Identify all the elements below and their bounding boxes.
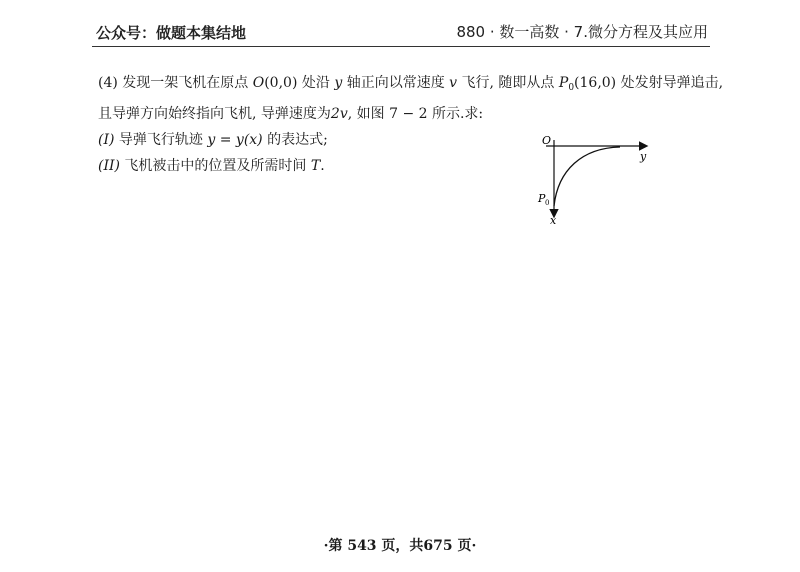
header-chapter: 880 · 数一高数 · 7.微分方程及其应用 — [456, 23, 708, 41]
missile-trajectory-curve — [554, 147, 620, 206]
text-segment: 飞行, 随即从点 — [457, 75, 559, 91]
header-source: 公众号：做题本集结地 — [96, 24, 247, 42]
label-y-axis: y — [640, 150, 647, 163]
label-x-axis: x — [550, 214, 557, 226]
text-segment: 导弹飞行轨迹 — [114, 132, 208, 148]
pursuit-diagram — [532, 130, 662, 226]
page-header — [92, 20, 710, 47]
math-v: v — [449, 75, 458, 91]
question-number: (II) — [98, 158, 120, 174]
math-T: T — [310, 158, 321, 174]
problem-line-2 — [98, 101, 703, 127]
math-p-sub: 0 — [568, 83, 575, 93]
math-p-coords: (16,0) — [574, 75, 617, 91]
label-p0-sub: 0 — [545, 199, 550, 207]
text-segment: 飞机被击中的位置及所需时间 — [119, 158, 311, 174]
text-segment: (4) 发现一架飞机在原点 — [98, 75, 253, 91]
math-speed: 2v — [330, 106, 348, 122]
label-p0: P — [538, 192, 546, 205]
text-segment: 处发射导弹追击, — [616, 75, 724, 91]
math-equation: y = y(x) — [207, 132, 263, 148]
question-number: (I) — [98, 132, 115, 148]
text-segment: , 如图 7 − 2 所示.求: — [347, 106, 484, 122]
math-y: y — [334, 75, 343, 91]
math-coords: (0,0) — [264, 75, 298, 91]
math-p: P — [558, 75, 569, 91]
text-segment: 的表达式; — [262, 132, 328, 148]
page-footer: ·第 543 页，共675 页· — [323, 538, 477, 554]
problem-line-1 — [98, 70, 724, 101]
label-origin: O — [542, 134, 552, 147]
text-segment: 轴正向以常速度 — [342, 75, 450, 91]
math-origin: O — [252, 75, 265, 91]
text-segment: 处沿 — [297, 75, 335, 91]
text-segment: 且导弹方向始终指向飞机, 导弹速度为 — [98, 106, 331, 122]
text-segment: . — [320, 158, 325, 174]
